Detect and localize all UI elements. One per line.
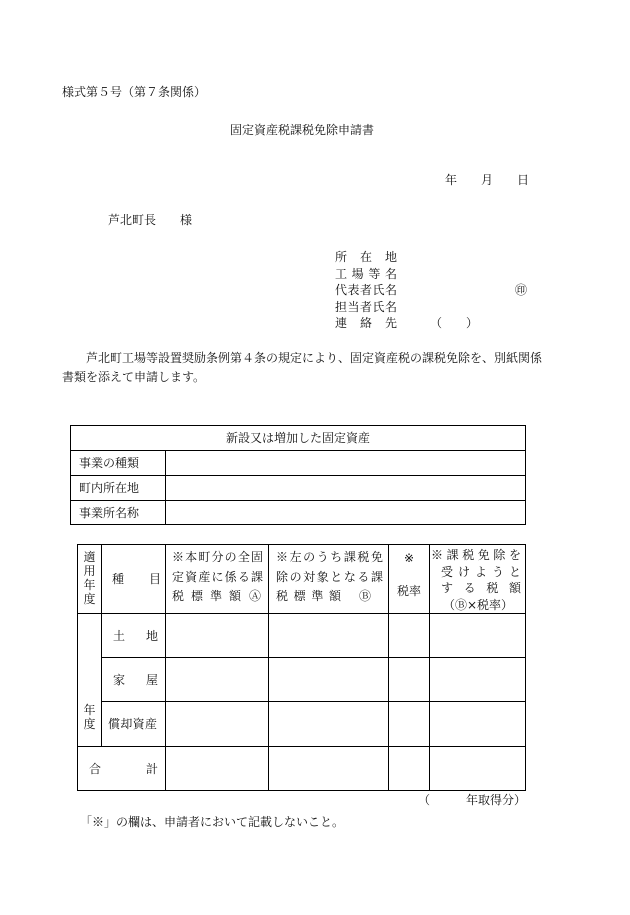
date-year: 年 [445,173,458,187]
header-category [102,545,166,614]
applicant-representative-row [335,282,535,299]
contact-area-code-parens: （ ） [430,316,479,330]
applicant-person-in-charge-row [335,299,535,316]
header-tax-rate [389,545,430,614]
exempt-tax-line-3: する税額 [441,581,521,595]
depreciable-assets-category-cell [102,702,166,747]
address-label: 所在地 [335,250,397,264]
office-name-label: 事業所名称 [71,501,166,525]
exempt-tax-line-4: （Ⓑ×税率） [442,597,514,612]
business-type-value-cell [166,451,526,476]
date-month: 月 [481,173,494,187]
table-row [71,476,526,501]
contact-label: 連絡先 [335,316,397,330]
exempt-base-line-3-text: 税標準額 [276,589,341,603]
new-assets-header-row [71,426,526,451]
rate-reference-mark: ※ [403,551,415,565]
year-suffix-label: 年度 [83,703,96,731]
exempt-base-line-2: 除の対象となる課 [276,569,383,584]
statement-line-2: 書類を添えて申請します。 [62,370,206,384]
house-total-base-cell [166,658,269,702]
circled-b-mark: Ⓑ [359,589,372,603]
tax-table-header-row [78,545,526,614]
applicant-factory-row [335,266,535,283]
total-exempt-tax-cell [430,747,526,791]
in-town-location-label: 町内所在地 [71,476,166,501]
depreciable-exempt-base-cell [269,702,389,747]
table-row [78,702,526,747]
person-in-charge-label: 担当者氏名 [335,299,397,314]
total-rate-cell [389,747,430,791]
depreciable-rate-cell [389,702,430,747]
land-total-base-cell [166,614,269,658]
circled-a-mark: Ⓐ [249,589,262,603]
header-exempt-tax-base [269,545,389,614]
depreciable-assets-label: 償却資産 [108,717,157,731]
table-row [71,501,526,525]
land-category-cell [102,614,166,658]
acquisition-year-note: （ 年取得分） [418,793,527,807]
seal-mark-icon: ㊞ [515,283,528,297]
total-exempt-base-cell [269,747,389,791]
land-label: 土地 [113,628,158,643]
house-exempt-base-cell [269,658,389,702]
in-town-location-value-cell [166,476,526,501]
header-total-tax-base [166,545,269,614]
category-label: 種目 [112,572,161,586]
total-base-line-1: ※本町分の全固 [172,550,263,564]
business-type-label: 事業の種類 [71,451,166,476]
total-label: 合計 [89,761,158,776]
new-assets-table [70,425,526,525]
table-row [71,451,526,476]
house-label: 家屋 [113,672,158,687]
house-rate-cell [389,658,430,702]
exempt-tax-line-1: ※課税免除を [431,548,521,562]
exempt-base-line-3 [276,587,388,607]
table-row [78,658,526,702]
applicant-contact-row [335,315,535,332]
header-exempt-tax-amount [430,545,526,614]
applicable-year-label: 適用年度 [83,550,96,606]
table-row [78,747,526,791]
total-label-cell [78,747,166,791]
exempt-base-line-1: ※左のうち課税免 [276,550,383,564]
land-exempt-base-cell [269,614,389,658]
footnote: 「※」の欄は、申請者において記載しないこと。 [80,815,345,829]
statement-line-1: 芦北町工場等設置奨励条例第４条の規定により、固定資産税の課税免除を、別紙関係 [86,351,543,365]
applicable-year-cell [78,614,102,747]
addressee-honorific: 様 [180,213,193,227]
land-rate-cell [389,614,430,658]
house-exempt-tax-cell [430,658,526,702]
total-base-line-3 [172,587,268,607]
house-category-cell [102,658,166,702]
header-applicable-year [78,545,102,614]
addressee-name: 芦北町長 [108,213,157,227]
rate-label: 税率 [396,584,421,598]
applicant-block [335,249,535,332]
total-base-line-3-text: 税標準額 [172,589,241,603]
new-assets-table-header: 新設又は増加した固定資産 [71,426,526,451]
total-total-base-cell [166,747,269,791]
total-base-line-2: 定資産に係る課 [172,569,263,584]
depreciable-exempt-tax-cell [430,702,526,747]
office-name-value-cell [166,501,526,525]
tax-exemption-table [77,544,526,791]
form-number: 様式第５号（第７条関係） [62,85,207,99]
table-row [78,614,526,658]
document-title: 固定資産税課税免除申請書 [229,123,374,137]
factory-name-label: 工場等名 [335,266,397,281]
depreciable-total-base-cell [166,702,269,747]
applicant-address-row [335,249,535,266]
representative-label: 代表者氏名 [335,283,397,297]
date-day: 日 [517,173,530,187]
exempt-tax-line-2: 受けようと [441,564,521,579]
land-exempt-tax-cell [430,614,526,658]
